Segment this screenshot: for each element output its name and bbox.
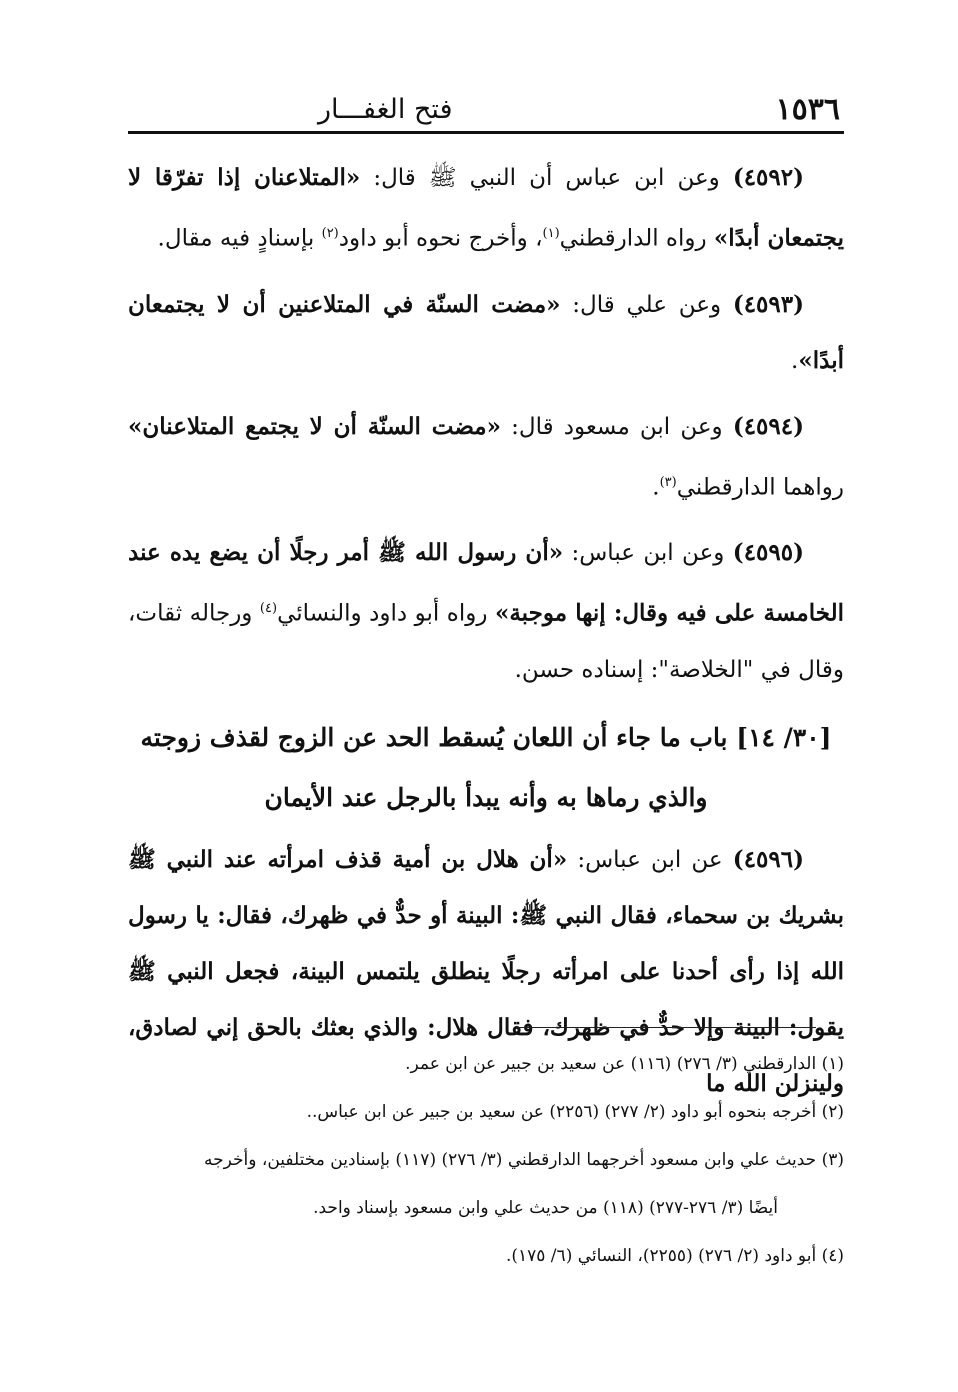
hadith-lead: وعن علي قال: <box>560 291 722 318</box>
hadith-lead: وعن ابن عباس أن النبي ﷺ قال: <box>373 165 720 191</box>
hadith-number: (٤٥٩٤) <box>732 412 805 440</box>
footnote-ref[interactable]: (١) <box>542 226 560 241</box>
header-rule <box>128 131 844 134</box>
section-heading <box>128 708 844 828</box>
hadith-quote: «أن رسول الله ﷺ أمر رجلًا أن يضع يده عند الخامسة على فيه وقال: إنها موجبة» <box>128 539 844 627</box>
footnote-separator <box>516 1027 816 1028</box>
footnote-3: (٣) حديث علي وابن مسعود أخرجهما الدارقطني (٣/ ٢٧٦) (١١٧) بإسنادين مختلفين، وأخرجه <box>204 1150 844 1170</box>
hadith-end: . <box>652 474 660 501</box>
footnotes <box>130 1040 844 1280</box>
footnote-ref[interactable]: (٤) <box>259 601 278 617</box>
hadith-number: (٤٥٩٦) <box>732 845 804 873</box>
section-heading-line1: [٣٠/ ١٤] باب ما جاء أن اللعان يُسقط الحد عن الزوج لقذف زوجته <box>140 722 832 752</box>
hadith-source-end: بإسنادٍ فيه مقال. <box>157 225 322 252</box>
page-header <box>128 92 844 132</box>
hadith-source-cont: ، وأخرج نحوه أبو داود <box>338 225 543 252</box>
hadith-quote: «أن هلال بن أمية قذف امرأته عند النبي ﷺ بشريك بن سحماء، فقال النبي ﷺ: البينة أو حدٌّ في ظهرك، فقال: يا رسول الله إذا رأى أحدنا على امرأته رجلًا ينطلق يلتمس البينة، فجعل النبي ﷺ يقول: البينة وإلا حدٌّ في ظهرك، فقال هلال: والذي بعثك بالحق إني لصادق، ولينزلن الله ما <box>128 845 844 1097</box>
footnote-ref[interactable]: (٢) <box>321 226 339 241</box>
hadith-quote: «المتلاعنان إذا تفرّقا لا يجتمعان أبدًا» <box>128 164 844 252</box>
hadith-end: . <box>791 347 799 374</box>
hadith-source: رواه أبو داود والنسائي <box>277 600 495 627</box>
main-text <box>128 150 844 1122</box>
section-heading-line2: والذي رماها به وأنه يبدأ بالرجل عند الأيمان <box>264 782 708 812</box>
footnote-2: (٢) أخرجه بنحوه أبو داود (٢/ ٢٧٧) (٢٢٥٦) عن سعيد بن جبير عن ابن عباس.. <box>306 1102 844 1122</box>
hadith-number: (٤٥٩٣) <box>732 290 805 318</box>
hadith-4592 <box>128 150 844 267</box>
hadith-4593 <box>128 277 844 389</box>
footnote-ref[interactable]: (٣) <box>659 474 677 490</box>
hadith-quote: «مضت السنّة أن لا يجتمع المتلاعنان» <box>128 412 501 440</box>
footnote-4: (٤) أبو داود (٢/ ٢٧٦) (٢٢٥٥)، النسائي (٦/ ١٧٥). <box>505 1246 844 1266</box>
hadith-number: (٤٥٩٢) <box>732 164 805 191</box>
hadith-lead: وعن ابن مسعود قال: <box>500 413 723 440</box>
footnote-3-cont: أيضًا (٣/ ٢٧٦-٢٧٧) (١١٨) من حديث علي وابن مسعود بإسناد واحد. <box>313 1198 778 1218</box>
hadith-quote: «مضت السنّة في المتلاعنين أن لا يجتمعان أبدًا» <box>128 290 844 374</box>
hadith-source: رواه الدارقطني <box>559 225 707 252</box>
book-title: فتح الغفـــار <box>318 94 453 125</box>
hadith-4595 <box>128 525 844 698</box>
hadith-number: (٤٥٩٥) <box>732 539 804 567</box>
footnote-1: (١) الدارقطني (٣/ ٢٧٦) (١١٦) عن سعيد بن جبير عن ابن عمر. <box>405 1054 844 1074</box>
hadith-source: رواهما الدارقطني <box>676 474 844 501</box>
hadith-4594 <box>128 399 844 516</box>
hadith-end: ورجاله ثقات، وقال في "الخلاصة": إسناده حسن. <box>128 600 844 683</box>
page-number: ١٥٣٦ <box>775 92 840 127</box>
hadith-lead: وعن ابن عباس: <box>563 540 725 567</box>
hadith-lead: عن ابن عباس: <box>567 846 723 873</box>
